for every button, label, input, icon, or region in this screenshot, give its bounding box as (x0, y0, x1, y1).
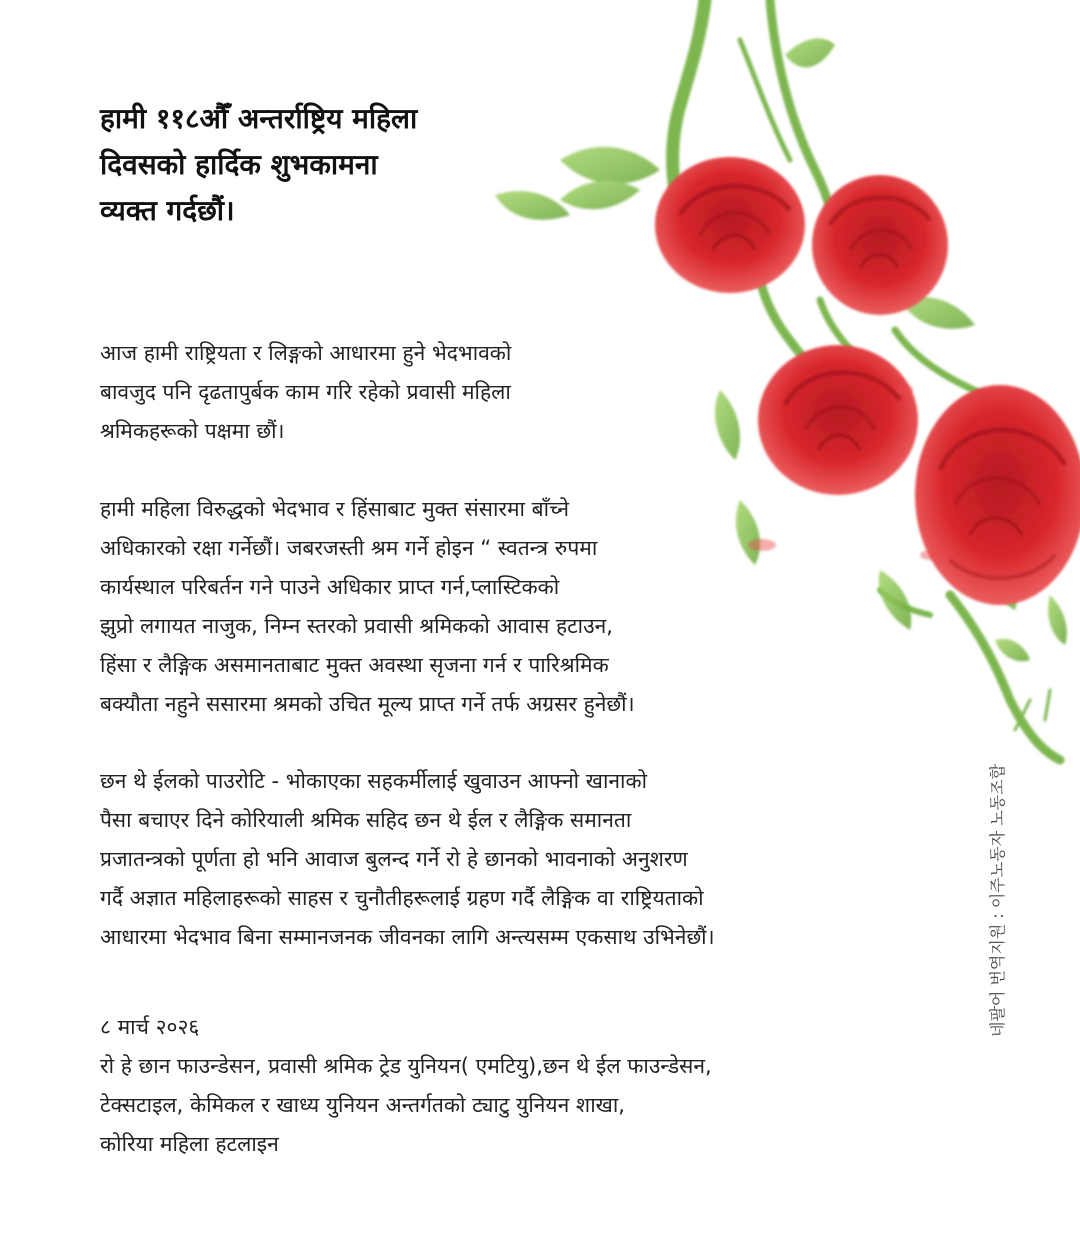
signatory-line: कोरिया महिला हटलाइन (100, 1132, 279, 1156)
text-line: हिंसा र लैङ्गिक असमानताबाट मुक्त अवस्था सृजना गर्न र पारिश्रमिक (100, 653, 609, 677)
text-line: बावजुद पनि दृढतापुर्बक काम गरि रहेको प्रवासी महिला (100, 380, 511, 404)
text-line: आज हामी राष्ट्रियता र लिङ्गको आधारमा हुने भेदभावको (100, 341, 512, 365)
text-line: छन थे ईलको पाउरोटि - भोकाएका सहकर्मीलाई खुवाउन आफ्नो खानाको (100, 769, 648, 793)
headline-line: दिवसको हार्दिक शुभकामना (100, 148, 378, 181)
rose-heads (655, 157, 1080, 605)
text-line: श्रमिकहरूको पक्षमा छौं। (100, 419, 285, 443)
translation-credit: 네팔어 번역지원 : 이주노동자 노동조합 (988, 763, 1007, 1037)
signatory-line: रो हे छान फाउन्डेसन, प्रवासी श्रमिक ट्रेड युनियन( एमटियु),छन थे ईल फाउन्डेसन, (100, 1054, 712, 1078)
text-line: कार्यस्थाल परिबर्तन गने पाउने अधिकार प्राप्त गर्न,प्लास्टिकको (100, 575, 560, 599)
text-line: बक्यौता नहुने ससारमा श्रमको उचित मूल्य प्राप्त गर्ने तर्फ अग्रसर हुनेछौं। (100, 692, 635, 716)
rose-top-right (812, 175, 948, 315)
paragraph-rights (100, 490, 635, 724)
text-line: गर्दै अज्ञात महिलाहरूको साहस र चुनौतीहरूलाई ग्रहण गर्दै लैङ्गिक वा राष्ट्रियताको (100, 886, 704, 910)
paragraph-tribute (100, 762, 715, 957)
paragraph-solidarity (100, 334, 511, 451)
rose-top-left (655, 157, 805, 293)
signatory-line: टेक्सटाइल, केमिकल र खाध्य युनियन अन्तर्गतको ट्याटु युनियन शाखा, (100, 1093, 625, 1117)
text-line: आधारमा भेदभाव बिना सम्मानजनक जीवनका लागि अन्त्यसम्म एकसाथ उभिनेछौं। (100, 925, 715, 949)
headline-line: व्यक्त गर्दछौं। (100, 194, 235, 227)
rose-stems (673, 0, 1060, 760)
date-line: ८ मार्च २०२६ (100, 1015, 200, 1039)
headline (100, 96, 520, 234)
text-line: अधिकारको रक्षा गर्नेछौं। जबरजस्ती श्रम गर्ने होइन “ स्वतन्त्र रुपमा (100, 536, 598, 560)
petal-splashes (748, 385, 940, 560)
rose-bottom-right (915, 385, 1080, 605)
text-line: झुप्रो लगायत नाजुक, निम्न स्तरको प्रवासी श्रमिकको आवास हटाउन, (100, 614, 613, 638)
rose-middle (758, 345, 918, 495)
signatories (100, 1008, 712, 1164)
headline-line: हामी ११८औँ अन्तर्राष्ट्रिय महिला (100, 102, 418, 135)
text-line: पैसा बचाएर दिने कोरियाली श्रमिक सहिद छन थे ईल र लैङ्गिक समानता (100, 808, 632, 832)
text-line: प्रजातन्त्रको पूर्णता हो भनि आवाज बुलन्द गर्ने रो हे छानको भावनाको अनुशरण (100, 847, 688, 871)
text-line: हामी महिला विरुद्धको भेदभाव र हिंसाबाट मुक्त संसारमा बाँच्ने (100, 497, 570, 521)
